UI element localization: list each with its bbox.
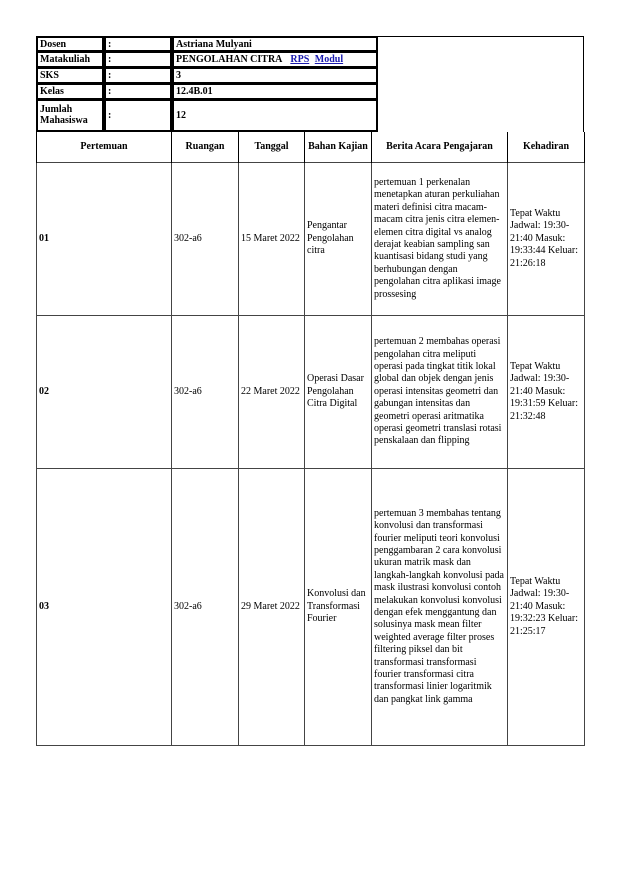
info-row-matakuliah — [36, 52, 584, 68]
table-header-row — [37, 132, 585, 163]
bahan-cell: Operasi Dasar Pengolahan Citra Digital — [305, 316, 372, 469]
kehadiran-cell: Tepat Waktu Jadwal: 19:30-21:40 Masuk: 19:33:44 Keluar: 21:26:18 — [508, 163, 585, 316]
pertemuan-cell: 01 — [37, 163, 172, 316]
info-row-jumlah — [36, 100, 584, 132]
ruangan-cell: 302-a6 — [172, 469, 239, 746]
colon: : — [104, 36, 172, 52]
attendance-table — [36, 132, 585, 746]
pertemuan-cell: 02 — [37, 316, 172, 469]
header-pertemuan: Pertemuan — [37, 132, 172, 163]
spacer — [378, 52, 584, 68]
berita-cell: pertemuan 3 membahas tentang konvolusi dan transformasi fourier meliputi teori konvolusi penggambaran 2 cara konvolusi ukuran matrik mask dan langkah-langkah konvolusi pada mask ilustrasi konvolusi contoh melakukan konvolusi konvolusi dengan efek menggantung dan solusinya mask mean filter weighted average filter proses filtering piksel dan bit transformasi transformasi fourier transformasi citra transformasi linier logaritmik dan pangkat link gamma — [372, 469, 508, 746]
spacer — [378, 36, 584, 52]
dosen-label: Dosen — [36, 36, 104, 52]
colon: : — [104, 100, 172, 132]
spacer — [378, 68, 584, 84]
header-kehadiran: Kehadiran — [508, 132, 585, 163]
berita-cell: pertemuan 2 membahas operasi pengolahan citra meliputi operasi pada tingkat titik lokal global dan objek dengan jenis operasi intensitas geometri dan gabungan intensitas dan geometri operasi aritmatika operasi geometri translasi rotasi penskalaan dan flipping — [372, 316, 508, 469]
table-row — [37, 316, 585, 469]
course-info-block — [36, 36, 584, 132]
info-row-dosen — [36, 36, 584, 52]
sks-value: 3 — [172, 68, 378, 84]
kehadiran-cell: Tepat Waktu Jadwal: 19:30-21:40 Masuk: 19:32:23 Keluar: 21:25:17 — [508, 469, 585, 746]
info-row-kelas — [36, 84, 584, 100]
kelas-label: Kelas — [36, 84, 104, 100]
kelas-value: 12.4B.01 — [172, 84, 378, 100]
matakuliah-value-cell — [172, 52, 378, 68]
header-tanggal: Tanggal — [239, 132, 305, 163]
tanggal-cell: 15 Maret 2022 — [239, 163, 305, 316]
table-row — [37, 163, 585, 316]
header-bahan-kajian: Bahan Kajian — [305, 132, 372, 163]
table-row — [37, 469, 585, 746]
ruangan-cell: 302-a6 — [172, 163, 239, 316]
matakuliah-label: Matakuliah — [36, 52, 104, 68]
bahan-cell: Konvolusi dan Transformasi Fourier — [305, 469, 372, 746]
spacer — [378, 84, 584, 100]
pertemuan-cell: 03 — [37, 469, 172, 746]
colon: : — [104, 68, 172, 84]
kehadiran-cell: Tepat Waktu Jadwal: 19:30-21:40 Masuk: 19:31:59 Keluar: 21:32:48 — [508, 316, 585, 469]
sks-label: SKS — [36, 68, 104, 84]
berita-cell: pertemuan 1 perkenalan menetapkan aturan perkuliahan materi definisi citra macam-macam citra jenis citra elemen-elemen citra digital vs analog derajat keabian sampling san kuantisasi bidang studi yang berhubungan dengan pengolahan citra aplikasi image prossesing — [372, 163, 508, 316]
info-row-sks — [36, 68, 584, 84]
bahan-cell: Pengantar Pengolahan citra — [305, 163, 372, 316]
header-berita-acara: Berita Acara Pengajaran — [372, 132, 508, 163]
ruangan-cell: 302-a6 — [172, 316, 239, 469]
header-ruangan: Ruangan — [172, 132, 239, 163]
spacer — [378, 100, 584, 132]
modul-link[interactable]: Modul — [314, 54, 344, 65]
matakuliah-value: PENGOLAHAN CITRA — [176, 54, 282, 65]
colon: : — [104, 52, 172, 68]
colon: : — [104, 84, 172, 100]
jumlah-value: 12 — [172, 100, 378, 132]
rps-link[interactable]: RPS — [290, 54, 310, 65]
jumlah-label: Jumlah Mahasiswa — [36, 100, 104, 132]
dosen-value: Astriana Mulyani — [172, 36, 378, 52]
tanggal-cell: 29 Maret 2022 — [239, 469, 305, 746]
tanggal-cell: 22 Maret 2022 — [239, 316, 305, 469]
